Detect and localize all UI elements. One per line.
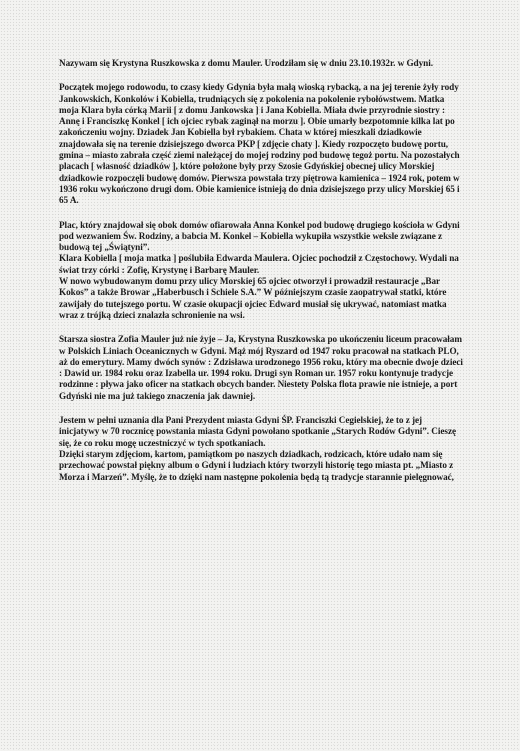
paragraph-family-origins: Początek mojego rodowodu, to czasy kiedy Gdynia była małą wioską rybacką, a na jej terenie żyły rody Jankowskich, Konkolów i Kobiella, trudniących się z pokolenia na pokolenie rybołówstwem. Matka moja Klara była córką Marii [ z domu Jankowska ] i Jana Kobiella. Miała dwie przyrodnie siostry : Annę i Franciszkę Konkel [ ich ojciec rybak zaginął na morzu ]. Obie umarły bezpotomnie kilka lat po zakończeniu wojny. Dziadek Jan Kobiella był rybakiem. Chata w której mieszkali dziadkowie znajdowała się na terenie dzisiejszego dworca PKP [ zdjęcie chaty ]. Kiedy rozpoczęto budowę portu, gmina – miasto zabrała część ziemi należącej do mojej rodziny pod budowę tegoż portu. Na pozostałych placach [ własność dziadków ], które położone były przy Szosie Gdyńskiej obecnej ulicy Morskiej dziadkowie rozpoczęli budowę domów. Pierwsza powstała trzy piętrowa kamienica – 1924 rok, potem w 1936 roku wykończono drugi dom. Obie kamienice istnieją do dnia dzisiejszego przy ulicy Morskiej 65 i 65 A. bbox=[59, 82, 460, 206]
paragraph-church-plot: Plac, który znajdował się obok domów ofiarowała Anna Konkel pod budowę drugiego kościoła w Gdyni pod wezwaniem Św. Rodziny, a babcia M. Konkel – Kobiella wykupiła wszystkie weksle związane z budową tej „Świątyni”. bbox=[59, 219, 460, 253]
paragraph-restaurant: W nowo wybudowanym domu przy ulicy Morskiej 65 ojciec otworzył i prowadził restauracje „Bar Kokos” a także Browar „Haberbusch i Schiele S.A.” W późniejszym czasie zaopatrywał statki, które zawijały do tutejszego portu. W czasie okupacji ojciec Edward musiał się ukrywać, natomiast matka wraz z trójką dzieci znalazła schronienie na wsi. bbox=[59, 276, 447, 320]
paragraph-parents-marriage: Klara Kobiella [ moja matka ] poślubiła Edwarda Maulera. Ojciec pochodził z Częstochowy. Wydali na świat trzy córki : Zofię, Krystynę i Barbarę Mauler. bbox=[59, 253, 459, 275]
letter-body bbox=[59, 58, 464, 496]
paragraph-acknowledgement: Jestem w pełni uznania dla Pani Prezydent miasta Gdyni ŚP. Franciszki Cegielskiej, że to z jej inicjatywy w 70 rocznicę powstania miasta Gdyni powołano spotkanie „Starych Rodów Gdyni”. Cieszę się, że co roku mogę uczestniczyć w tych spotkaniach. bbox=[59, 415, 457, 448]
paragraph-intro: Nazywam się Krystyna Ruszkowska z domu Mauler. Urodziłam się w dniu 23.10.1932r. w Gdyni. bbox=[59, 58, 433, 68]
paragraph-author-family: Starsza siostra Zofia Mauler już nie żyje – Ja, Krystyna Ruszkowska po ukończeniu liceum pracowałam w Polskich Liniach Oceanicznych w Gdyni. Mąż mój Ryszard od 1947 roku pracował na statkach PLO, aż do emerytury. Mamy dwóch synów : Zdzisława urodzonego 1956 roku, który ma obecnie dwoje dzieci : Dawid ur. 1984 roku oraz Izabella ur. 1994 roku. Drugi syn Roman ur. 1957 roku kontynuje tradycje rodzinne : pływa jako oficer na statkach obcych bander. Niestety Polska flota prawie nie istnieje, a port Gdyński nie ma już takiego znaczenia jak dawniej. bbox=[59, 334, 463, 401]
paragraph-album: Dzięki starym zdjęciom, kartom, pamiątkom po naszych dziadkach, rodzicach, które udało nam się przechować powstał piękny album o Gdyni i ludziach który tworzyli historię tego miasta pt. „Miasto z Morza i Marzeń”. Myślę, że to dzięki nam następne pokolenia będą tą tradycje starannie pielęgnować, bbox=[59, 448, 454, 482]
